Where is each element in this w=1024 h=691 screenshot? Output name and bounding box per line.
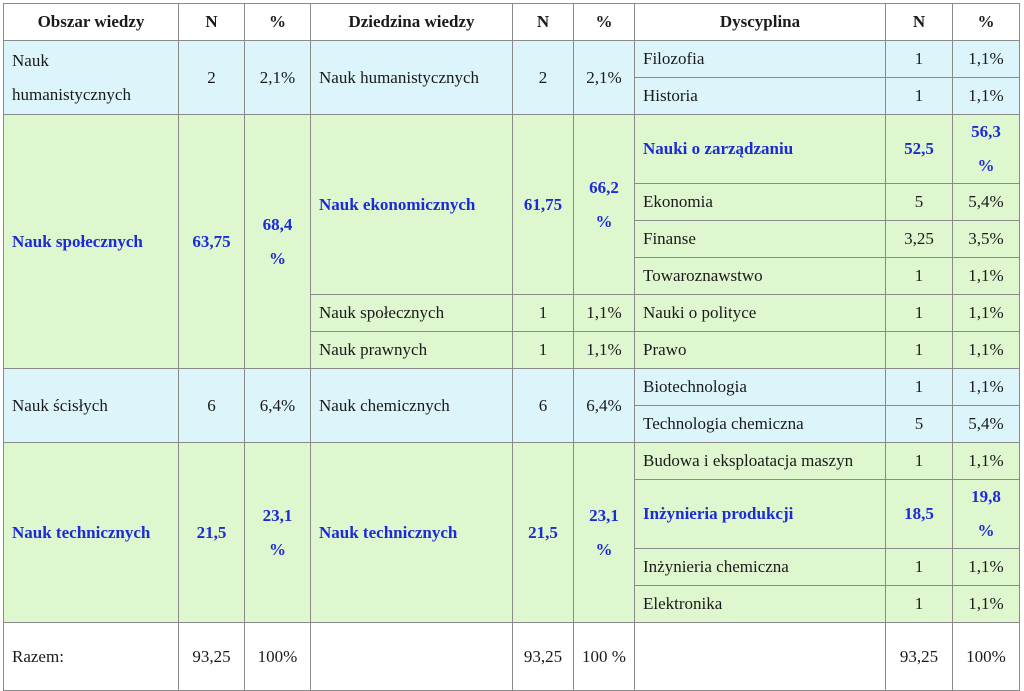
discipline-pct: 3,5% [953, 221, 1020, 258]
field-pct: 1,1% [574, 295, 635, 332]
area-n: 6 [179, 369, 245, 443]
area-name: Nauk ścisłych [4, 369, 179, 443]
discipline-name: Budowa i eksploatacja maszyn [635, 443, 886, 480]
discipline-pct: 1,1% [953, 369, 1020, 406]
header-discipline-n: N [886, 4, 953, 41]
statistics-table [3, 3, 1020, 691]
discipline-pct: 5,4% [953, 184, 1020, 221]
discipline-n: 5 [886, 406, 953, 443]
discipline-name: Ekonomia [635, 184, 886, 221]
field-pct: 66,2 % [574, 115, 635, 295]
discipline-name: Filozofia [635, 41, 886, 78]
table-row [4, 115, 1020, 184]
discipline-n: 1 [886, 549, 953, 586]
area-n: 21,5 [179, 443, 245, 623]
field-name: Nauk technicznych [311, 443, 513, 623]
field-name: Nauk humanistycznych [311, 41, 513, 115]
header-field: Dziedzina wiedzy [311, 4, 513, 41]
field-n: 1 [513, 332, 574, 369]
field-pct: 1,1% [574, 332, 635, 369]
field-n: 6 [513, 369, 574, 443]
discipline-name: Finanse [635, 221, 886, 258]
total-label: Razem: [4, 623, 179, 691]
discipline-name: Inżynieria produkcji [635, 480, 886, 549]
area-pct: 68,4 % [245, 115, 311, 369]
discipline-pct: 1,1% [953, 78, 1020, 115]
area-n: 63,75 [179, 115, 245, 369]
total-discipline-pct: 100% [953, 623, 1020, 691]
total-discipline-n: 93,25 [886, 623, 953, 691]
area-pct: 2,1% [245, 41, 311, 115]
discipline-n: 1 [886, 78, 953, 115]
discipline-n: 1 [886, 332, 953, 369]
discipline-n: 1 [886, 41, 953, 78]
total-area-pct: 100% [245, 623, 311, 691]
discipline-n: 1 [886, 258, 953, 295]
total-field-pct: 100 % [574, 623, 635, 691]
discipline-name: Nauki o zarządzaniu [635, 115, 886, 184]
table-row [4, 443, 1020, 480]
discipline-name: Historia [635, 78, 886, 115]
discipline-name: Inżynieria chemiczna [635, 549, 886, 586]
discipline-name: Elektronika [635, 586, 886, 623]
area-pct: 6,4% [245, 369, 311, 443]
area-n: 2 [179, 41, 245, 115]
header-area: Obszar wiedzy [4, 4, 179, 41]
field-name: Nauk ekonomicznych [311, 115, 513, 295]
header-discipline-pct: % [953, 4, 1020, 41]
area-name: Nauk humanistycznych [4, 41, 179, 115]
discipline-n: 1 [886, 586, 953, 623]
total-field-empty [311, 623, 513, 691]
discipline-n: 3,25 [886, 221, 953, 258]
field-name: Nauk społecznych [311, 295, 513, 332]
discipline-pct: 1,1% [953, 586, 1020, 623]
discipline-name: Biotechnologia [635, 369, 886, 406]
table-row [4, 41, 1020, 78]
discipline-pct: 1,1% [953, 332, 1020, 369]
discipline-n: 5 [886, 184, 953, 221]
discipline-pct: 1,1% [953, 41, 1020, 78]
discipline-n: 1 [886, 295, 953, 332]
field-pct: 23,1 % [574, 443, 635, 623]
discipline-n: 52,5 [886, 115, 953, 184]
field-pct: 2,1% [574, 41, 635, 115]
field-n: 1 [513, 295, 574, 332]
total-field-n: 93,25 [513, 623, 574, 691]
header-area-n: N [179, 4, 245, 41]
discipline-pct: 1,1% [953, 258, 1020, 295]
discipline-n: 18,5 [886, 480, 953, 549]
total-discipline-empty [635, 623, 886, 691]
discipline-pct: 1,1% [953, 549, 1020, 586]
discipline-n: 1 [886, 369, 953, 406]
discipline-name: Prawo [635, 332, 886, 369]
header-area-pct: % [245, 4, 311, 41]
total-area-n: 93,25 [179, 623, 245, 691]
area-pct: 23,1 % [245, 443, 311, 623]
table-row [4, 369, 1020, 406]
field-n: 61,75 [513, 115, 574, 295]
area-name: Nauk społecznych [4, 115, 179, 369]
field-name: Nauk chemicznych [311, 369, 513, 443]
discipline-pct: 1,1% [953, 443, 1020, 480]
discipline-pct: 5,4% [953, 406, 1020, 443]
discipline-pct: 19,8 % [953, 480, 1020, 549]
header-field-n: N [513, 4, 574, 41]
field-n: 21,5 [513, 443, 574, 623]
field-pct: 6,4% [574, 369, 635, 443]
discipline-name: Technologia chemiczna [635, 406, 886, 443]
total-row [4, 623, 1020, 691]
field-name: Nauk prawnych [311, 332, 513, 369]
area-name: Nauk technicznych [4, 443, 179, 623]
field-n: 2 [513, 41, 574, 115]
discipline-name: Towaroznawstwo [635, 258, 886, 295]
discipline-pct: 1,1% [953, 295, 1020, 332]
header-field-pct: % [574, 4, 635, 41]
discipline-n: 1 [886, 443, 953, 480]
header-discipline: Dyscyplina [635, 4, 886, 41]
discipline-pct: 56,3 % [953, 115, 1020, 184]
discipline-name: Nauki o polityce [635, 295, 886, 332]
header-row [4, 4, 1020, 41]
